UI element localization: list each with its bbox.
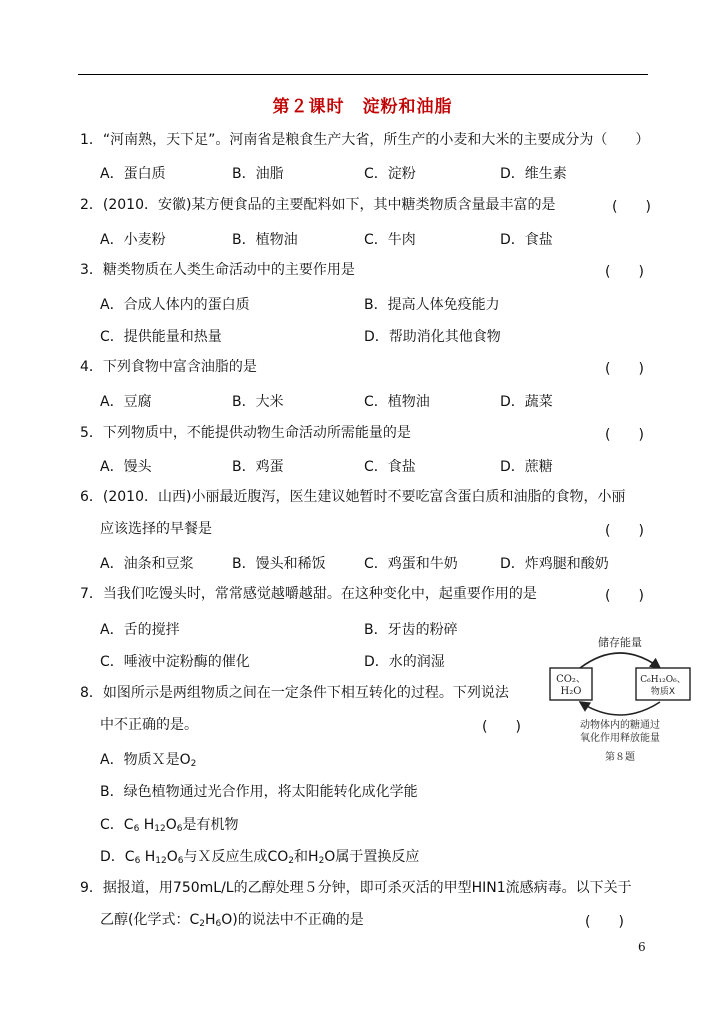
- figure-bottom-arrow: [580, 702, 660, 715]
- q7-option-a: A．舌的搅拌: [100, 622, 180, 638]
- question-6-line-2: 应该选择的早餐是: [100, 521, 212, 537]
- q5-answer-blank: ( ): [605, 427, 644, 443]
- question-7: 7．当我们吃馒头时，常常感觉越嚼越甜。在这种变化中，起重要作用的是: [80, 586, 537, 602]
- question-3: 3．糖类物质在人类生命活动中的主要作用是: [80, 262, 355, 278]
- question-6-line-1: 6．(2010．山西)小丽最近腹泻，医生建议她暂时不要吃富含蛋白质和油脂的食物，小丽: [80, 489, 626, 505]
- question-1: 1．“河南熟，天下足”。河南省是粮食生产大省，所生产的小麦和大米的主要成分为（ ）: [80, 132, 650, 148]
- q6-option-b: B．馒头和稀饭: [232, 556, 326, 572]
- q6-answer-blank: ( ): [605, 523, 644, 539]
- figure-caption: 第８题: [605, 752, 635, 763]
- q6-option-a: A．油条和豆浆: [100, 556, 194, 572]
- q8-option-c: C．$C_6$ $H_{12}O_6$是有机物: [100, 817, 239, 834]
- q5-option-a: A．馒头: [100, 459, 152, 475]
- q3-option-c: C．提供能量和热量: [100, 329, 222, 345]
- q4-option-c: C．植物油: [364, 394, 430, 410]
- q1-option-c: C．淀粉: [364, 166, 416, 182]
- question-9-line-1: 9．据报道，用750mL/L的乙醇处理５分钟，即可杀灭活的甲型HIN1流感病毒。以下关于: [80, 880, 632, 896]
- q2-option-d: D．食盐: [500, 232, 553, 248]
- q3-option-d: D．帮助消化其他食物: [364, 329, 501, 345]
- q3-answer-blank: ( ): [605, 264, 644, 280]
- q7-option-d: D．水的润湿: [364, 654, 445, 670]
- q1-option-b: B．油脂: [232, 166, 284, 182]
- q4-option-d: D．蔬菜: [500, 394, 553, 410]
- q6-option-d: D．炸鸡腿和酸奶: [500, 556, 609, 572]
- question-8-line-1: 8．如图所示是两组物质之间在一定条件下相互转化的过程。下列说法: [80, 685, 509, 701]
- q1-option-d: D．维生素: [500, 166, 567, 182]
- question-9-line-2: 乙醇(化学式：$C_2H_6O$)的说法中不正确的是: [100, 912, 364, 929]
- q4-answer-blank: ( ): [605, 361, 644, 377]
- figure-top-label: 储存能量: [598, 636, 642, 649]
- q2-option-b: B．植物油: [232, 232, 298, 248]
- question-8-line-2: 中不正确的是。: [100, 717, 198, 733]
- q1-option-a: A．蛋白质: [100, 166, 166, 182]
- q5-option-c: C．食盐: [364, 459, 416, 475]
- q8-option-b: B．绿色植物通过光合作用，将太阳能转化成化学能: [100, 784, 418, 800]
- q3-option-a: A．合成人体内的蛋白质: [100, 297, 250, 313]
- q8-option-a: A．物质Ｘ是$O_2$: [100, 752, 197, 769]
- q6-option-c: C．鸡蛋和牛奶: [364, 556, 458, 572]
- question-4: 4．下列食物中富含油脂的是: [80, 359, 257, 375]
- figure-right-box-text-1: C₆H₁₂O₆、: [640, 675, 686, 685]
- figure-bottom-label-2: 氧化作用释放能量: [580, 733, 660, 744]
- q8-answer-blank: ( ): [482, 719, 521, 735]
- q2-option-c: C．牛肉: [364, 232, 416, 248]
- question-5: 5．下列物质中，不能提供动物生命活动所需能量的是: [80, 425, 411, 441]
- figure-left-box-text-2: H₂O: [560, 686, 582, 697]
- energy-cycle-figure: [540, 632, 700, 772]
- q7-answer-blank: ( ): [605, 588, 644, 604]
- q3-option-b: B．提高人体免疫能力: [364, 297, 500, 313]
- header-rule: [78, 74, 648, 75]
- figure-left-box-text-1: CO₂、: [556, 674, 586, 685]
- q7-option-b: B．牙齿的粉碎: [364, 622, 458, 638]
- q4-option-b: B．大米: [232, 394, 284, 410]
- figure-top-arrow: [580, 653, 660, 668]
- q8-option-d: D．$C_6$ $H_{12}O_6$与Ｘ反应生成$CO_2$和$H_2O$属于置换反应: [100, 849, 420, 866]
- figure-bottom-label-1: 动物体内的糖通过: [580, 720, 660, 731]
- page-number: 6: [638, 940, 646, 954]
- q7-option-c: C．唾液中淀粉酶的催化: [100, 654, 250, 670]
- question-2: 2．(2010．安徽)某方便食品的主要配料如下，其中糖类物质含量最丰富的是: [80, 197, 556, 213]
- q4-option-a: A．豆腐: [100, 394, 152, 410]
- q2-option-a: A．小麦粉: [100, 232, 166, 248]
- q2-answer-blank: ( ): [612, 199, 651, 215]
- figure-right-box-text-2: 物质X: [650, 687, 676, 697]
- q5-option-d: D．蔗糖: [500, 459, 553, 475]
- page-title: 第２课时 淀粉和油脂: [272, 97, 453, 117]
- q9-answer-blank: ( ): [585, 914, 624, 930]
- q5-option-b: B．鸡蛋: [232, 459, 284, 475]
